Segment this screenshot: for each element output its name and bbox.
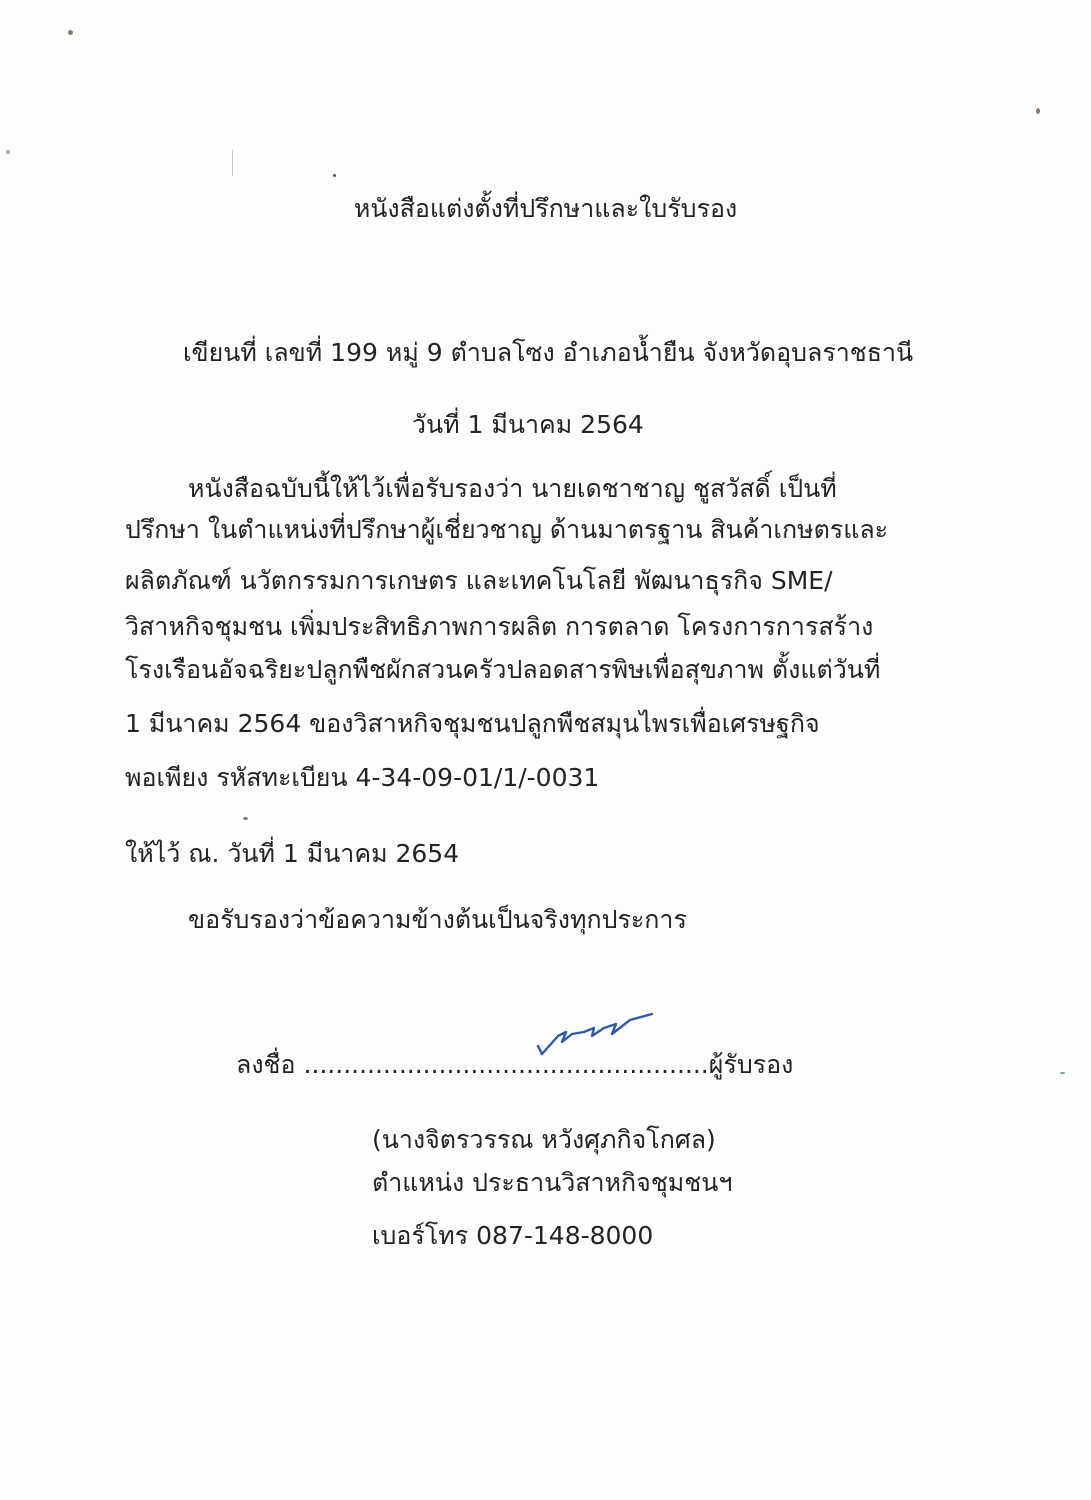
signer-position: ตำแหน่ง ประธานวิสาหกิจชุมชนฯ [372,1168,733,1197]
scan-speck [243,817,248,820]
body-line: พอเพียง รหัสทะเบียน 4-34-09-01/1/-0031 [125,763,600,792]
document-date: วันที่ 1 มีนาคม 2564 [412,410,644,439]
certification-statement: ขอรับรองว่าข้อความข้างต้นเป็นจริงทุกประการ [188,905,687,934]
signer-phone: เบอร์โทร 087-148-8000 [372,1221,654,1250]
body-line: ผลิตภัณฑ์ นวัตกรรมการเกษตร และเทคโนโลยี พัฒนาธุรกิจ SME/ [125,566,833,595]
body-line: ปรึกษา ในตำแหน่งที่ปรึกษาผู้เชี่ยวชาญ ด้านมาตรฐาน สินค้าเกษตรและ [125,515,889,544]
signer-name: (นางจิตรวรรณ หวังศุภกิจโกศล) [372,1125,716,1154]
body-line: วิสาหกิจชุมชน เพิ่มประสิทธิภาพการผลิต การตลาด โครงการการสร้าง [125,612,874,641]
signature-line: ลงชื่อ ...................................................ผู้รับรอง [236,1050,794,1079]
scan-mark [232,150,233,176]
scan-speck [1036,108,1040,114]
written-at: เขียนที่ เลขที่ 199 หมู่ 9 ตำบลโซง อำเภอน้ำยืน จังหวัดอุบลราชธานี [183,338,914,367]
scan-speck [1060,1072,1065,1074]
scan-speck [68,30,73,35]
body-line: 1 มีนาคม 2564 ของวิสาหกิจชุมชนปลูกพืชสมุนไพรเพื่อเศรษฐกิจ [125,709,820,738]
scan-speck [6,150,10,154]
scan-speck [333,174,336,177]
given-on-date: ให้ไว้ ณ. วันที่ 1 มีนาคม 2654 [125,839,460,868]
document-title: หนังสือแต่งตั้งที่ปรึกษาและใบรับรอง [353,194,738,223]
body-line: โรงเรือนอัจฉริยะปลูกพืชผักสวนครัวปลอดสารพิษเพื่อสุขภาพ ตั้งแต่วันที่ [125,655,881,684]
body-line: หนังสือฉบับนี้ให้ไว้เพื่อรับรองว่า นายเดชาชาญ ชูสวัสดิ์ เป็นที่ [188,474,837,503]
